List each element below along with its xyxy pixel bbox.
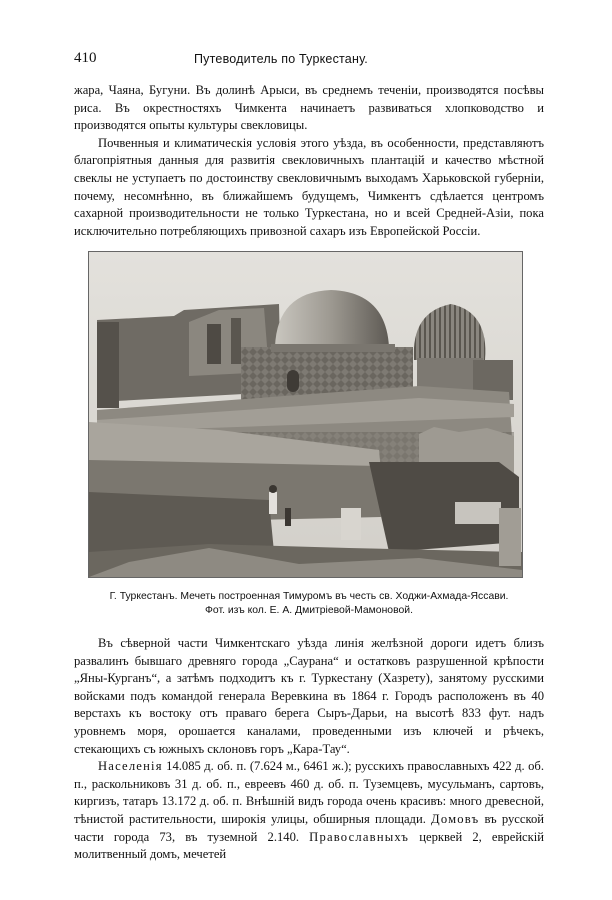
caption-line: Г. Туркестанъ. Мечеть построенная Тимуромъ въ честь св. Ходжи-Ахмада-Яссави. (109, 591, 509, 602)
text-block-top (74, 82, 544, 240)
paragraph: Почвенныя и климатическія условія этого уѣзда, въ особенности, представляютъ благопріятныя данныя для развитія свекловичныхъ плантацій и качество мѣстной свеклы не уступаетъ по достоинству свекловичнымъ выходамъ Харьковской губерніи, почему, несомнѣнно, въ ближайшемъ будущемъ, Чимкентъ сдѣлается центромъ сахарной производительности не только Туркестана, но и всей Средней-Азіи, пока исключительно потребляющихъ привозной сахаръ изъ Европейской Россіи. (74, 135, 544, 238)
figure-caption (74, 590, 544, 618)
spaced-lead-word: Населенія (98, 759, 163, 774)
text-run: 14.085 д. об. п. (7.624 м., 6461 ж.); русскихъ православныхъ 422 д. об. п., раскольниковъ 31 д. об. п., евреевъ 460 д. об. п. Туземцевъ, мусульманъ, сартовъ, киргизъ, татаръ 13.172 д. об. п. Внѣшній видъ города очень красивъ: много древесной, тѣнистой растительности, широкія улицы, обширныя площади. (74, 759, 544, 826)
paragraph: жара, Чаяна, Бугуни. Въ долинѣ Арыси, въ среднемъ теченіи, производятся посѣвы риса. Въ окрестностяхъ Чимкента начинаетъ развиваться хлопководство и производятся опыты культуры свекловицы. (74, 83, 544, 133)
paragraph: Въ сѣверной части Чимкентскаго уѣзда линія желѣзной дороги идетъ близъ развалинъ бывшаго древняго города „Саурана“ и остатковъ разрушенной крѣпости „Яны-Курганъ“, а затѣмъ подходитъ къ г. Туркестану (Хазрету), занятому русскими войсками подъ командой генерала Веревкина въ 1864 г. Городъ расположенъ въ 40 верстахъ къ востоку отъ праваго берега Сыръ-Дарьи, на высотѣ 833 фут. надъ уровнемъ моря, орошается каналами, проведенными изъ ключей и рѣчекъ, стекающихъ съ южныхъ склоновъ горъ „Кара-Тау“. (74, 636, 544, 756)
mosque-photo-illustration (89, 252, 522, 577)
text-run: въ русской части города 73, въ туземной 2.140. (74, 811, 544, 844)
page-header (74, 50, 546, 70)
spaced-word: Православныхъ (309, 829, 410, 844)
text-block-bottom (74, 635, 544, 864)
spaced-word: Домовъ (431, 811, 480, 826)
text-run: церквей 2, еврейскій молитвенный домъ, мечетей (74, 829, 545, 862)
page-number: 410 (74, 50, 97, 66)
running-title: Путеводитель по Туркестану. (194, 52, 368, 66)
mosque-photograph (88, 251, 523, 578)
caption-credit: Фот. изъ кол. Е. А. Дмитріевой-Мамоновой. (205, 605, 413, 616)
paragraph (74, 758, 544, 864)
